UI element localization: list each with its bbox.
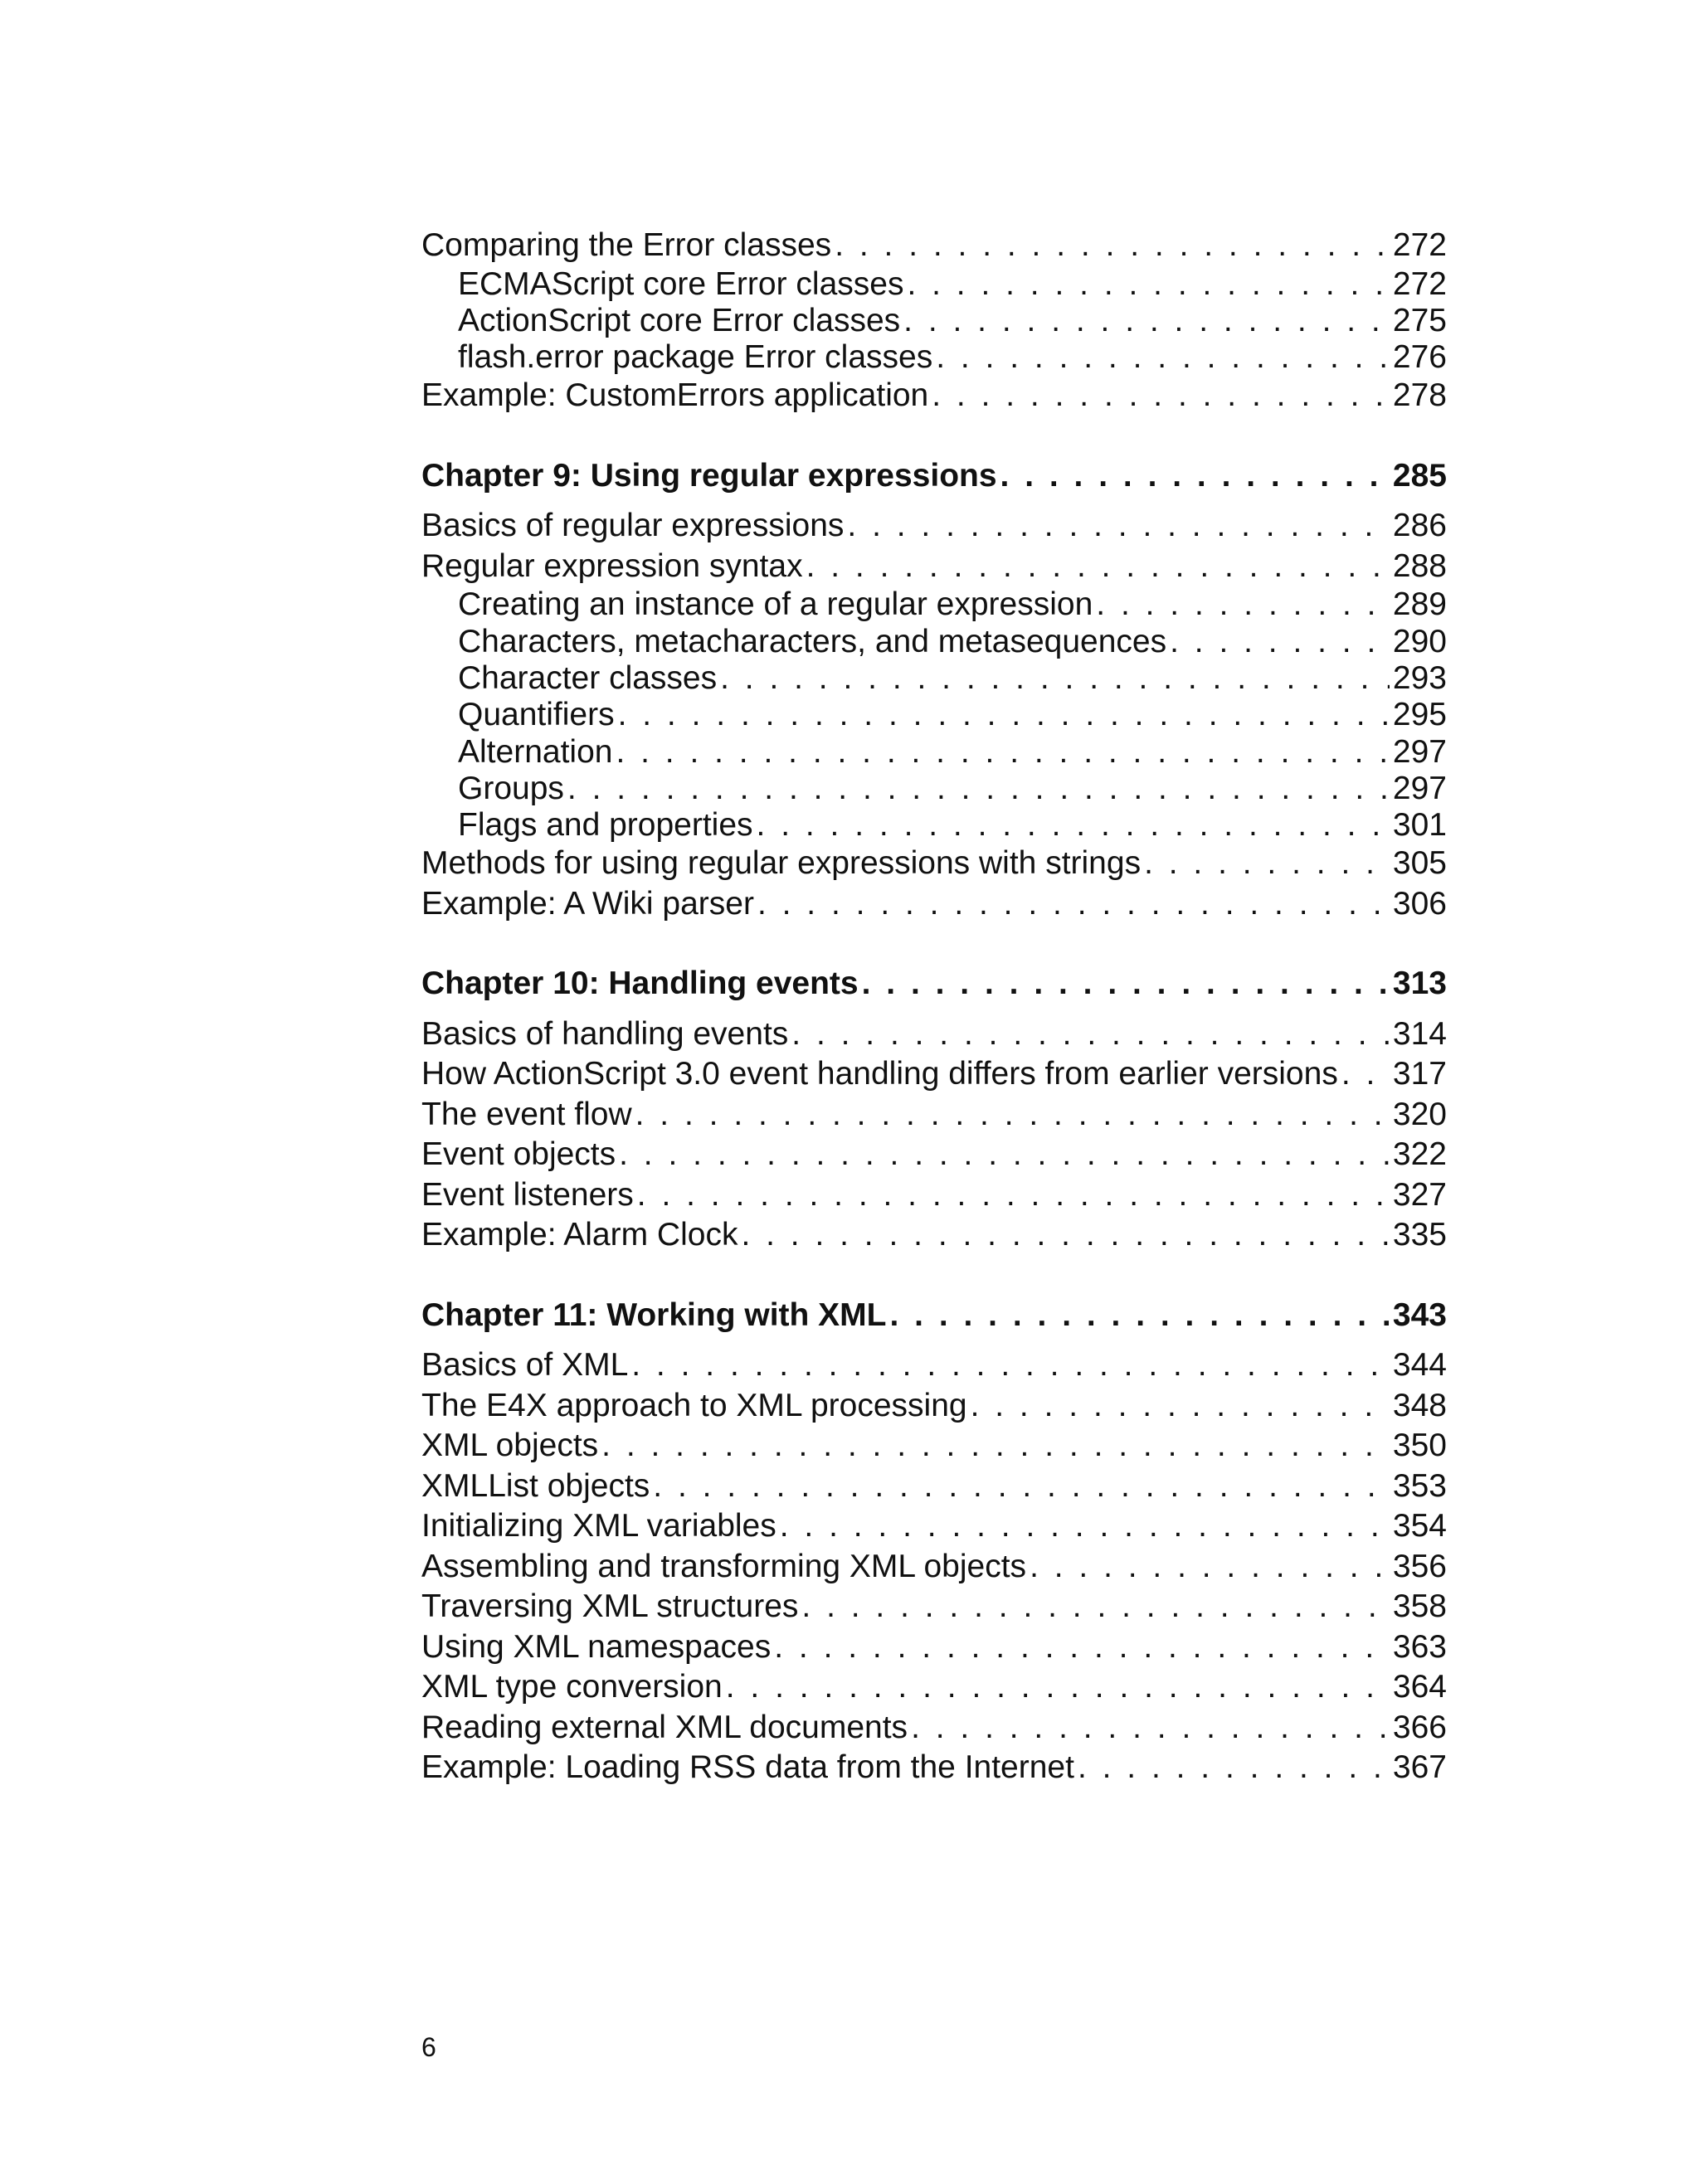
toc-section-entry[interactable] — [421, 884, 1447, 925]
dot-leader — [619, 1135, 1390, 1175]
toc-entry-page: 353 — [1392, 1467, 1447, 1504]
toc-entry-page: 356 — [1392, 1548, 1447, 1584]
toc-entry-page: 314 — [1392, 1015, 1447, 1052]
dot-leader — [567, 771, 1390, 807]
toc-entry-title: Example: Loading RSS data from the Internet — [421, 1749, 1074, 1786]
dot-leader — [801, 1587, 1390, 1627]
toc-section-entry[interactable] — [421, 376, 1447, 416]
toc-entry-page: 285 — [1392, 457, 1447, 494]
toc-entry-page: 297 — [1392, 770, 1447, 806]
toc-section-entry[interactable] — [421, 1345, 1447, 1386]
toc-entry-title: Character classes — [458, 659, 718, 696]
dot-leader — [907, 266, 1389, 303]
toc-entry-page: 272 — [1392, 265, 1447, 302]
dot-leader — [911, 1708, 1390, 1749]
dot-leader — [741, 1215, 1389, 1256]
toc-subsection-entry[interactable] — [421, 771, 1447, 807]
toc-entry-page: 358 — [1392, 1588, 1447, 1625]
toc-section-entry[interactable] — [421, 1054, 1447, 1095]
dot-leader — [616, 734, 1389, 771]
toc-chapter-entry[interactable] — [421, 1296, 1447, 1336]
page-number: 6 — [421, 2032, 436, 2062]
dot-leader — [618, 697, 1390, 733]
toc-section-entry[interactable] — [421, 1506, 1447, 1547]
toc-subsection-entry[interactable] — [421, 697, 1447, 733]
toc-entry-page: 363 — [1392, 1628, 1447, 1665]
toc-entry-title: ActionScript core Error classes — [458, 302, 901, 338]
dot-leader — [847, 506, 1390, 547]
dot-leader — [1170, 624, 1390, 660]
dot-leader — [635, 1095, 1390, 1136]
toc-entry-title: Creating an instance of a regular expression — [458, 586, 1093, 623]
toc-section-entry[interactable] — [421, 1748, 1447, 1788]
toc-entry-title: The event flow — [421, 1096, 632, 1132]
toc-entry-page: 327 — [1392, 1176, 1447, 1213]
toc-entry-title: XML type conversion — [421, 1669, 723, 1705]
toc-subsection-entry[interactable] — [421, 266, 1447, 303]
table-of-contents — [421, 226, 1447, 1788]
toc-entry-page: 288 — [1392, 547, 1447, 584]
dot-leader — [1144, 844, 1390, 884]
toc-entry-page: 272 — [1392, 227, 1447, 263]
toc-entry-page: 335 — [1392, 1217, 1447, 1253]
toc-entry-page: 289 — [1392, 586, 1447, 623]
dot-leader — [1000, 456, 1390, 497]
toc-section-entry[interactable] — [421, 1014, 1447, 1055]
toc-entry-title: Example: A Wiki parser — [421, 885, 754, 922]
toc-entry-title: How ActionScript 3.0 event handling differs from earlier versions — [421, 1056, 1338, 1092]
toc-subsection-entry[interactable] — [421, 339, 1447, 376]
toc-entry-title: flash.error package Error classes — [458, 339, 933, 376]
toc-entry-page: 297 — [1392, 733, 1447, 770]
toc-entry-page: 293 — [1392, 659, 1447, 696]
toc-subsection-entry[interactable] — [421, 807, 1447, 844]
toc-entry-page: 305 — [1392, 845, 1447, 882]
dot-leader — [932, 376, 1390, 416]
toc-subsection-entry[interactable] — [421, 303, 1447, 339]
toc-entry-page: 295 — [1392, 697, 1447, 733]
toc-entry-page: 354 — [1392, 1508, 1447, 1544]
toc-chapter-entry[interactable] — [421, 456, 1447, 497]
toc-section-entry[interactable] — [421, 1708, 1447, 1749]
toc-entry-title: XMLList objects — [421, 1467, 650, 1504]
dot-leader — [971, 1386, 1390, 1427]
dot-leader — [1030, 1547, 1390, 1588]
toc-entry-title: Traversing XML structures — [421, 1588, 799, 1625]
dot-leader — [1096, 586, 1390, 623]
toc-section-entry[interactable] — [421, 226, 1447, 266]
toc-entry-page: 366 — [1392, 1709, 1447, 1745]
toc-entry-title: Quantifiers — [458, 697, 615, 733]
toc-entry-title: Chapter 9: Using regular expressions — [421, 457, 997, 494]
toc-entry-title: Chapter 11: Working with XML — [421, 1296, 887, 1333]
toc-chapter-entry[interactable] — [421, 964, 1447, 1004]
toc-entry-page: 344 — [1392, 1347, 1447, 1384]
toc-entry-title: Chapter 10: Handling events — [421, 966, 859, 1002]
dot-leader — [757, 884, 1390, 925]
toc-entry-title: Event objects — [421, 1136, 616, 1173]
toc-entry-title: Alternation — [458, 733, 613, 770]
toc-entry-title: Example: CustomErrors application — [421, 377, 929, 414]
toc-entry-title: Groups — [458, 770, 564, 806]
toc-entry-title: Basics of XML — [421, 1347, 629, 1384]
toc-entry-page: 350 — [1392, 1428, 1447, 1464]
dot-leader — [653, 1467, 1390, 1507]
toc-entry-page: 275 — [1392, 302, 1447, 338]
toc-entry-title: Event listeners — [421, 1176, 634, 1213]
toc-section-entry[interactable] — [421, 1135, 1447, 1175]
toc-section-entry[interactable] — [421, 1215, 1447, 1256]
toc-entry-title: Characters, metacharacters, and metasequences — [458, 623, 1167, 659]
toc-entry-title: Basics of regular expressions — [421, 508, 845, 544]
toc-entry-page: 278 — [1392, 377, 1447, 414]
toc-entry-title: Reading external XML documents — [421, 1709, 908, 1745]
dot-leader — [757, 807, 1390, 844]
toc-entry-page: 286 — [1392, 508, 1447, 544]
dot-leader — [791, 1014, 1390, 1055]
toc-entry-page: 322 — [1392, 1136, 1447, 1173]
toc-section-entry[interactable] — [421, 1386, 1447, 1427]
toc-entry-title: Basics of handling events — [421, 1015, 789, 1052]
toc-section-entry[interactable] — [421, 1095, 1447, 1136]
toc-entry-title: Flags and properties — [458, 807, 753, 844]
toc-entry-title: Using XML namespaces — [421, 1628, 772, 1665]
dot-leader — [1078, 1748, 1390, 1788]
toc-entry-title: Comparing the Error classes — [421, 227, 832, 263]
toc-entry-title: Example: Alarm Clock — [421, 1217, 738, 1253]
toc-entry-page: 301 — [1392, 807, 1447, 844]
dot-leader — [806, 547, 1390, 587]
toc-section-entry[interactable] — [421, 1627, 1447, 1668]
toc-subsection-entry[interactable] — [421, 624, 1447, 660]
dot-leader — [835, 226, 1390, 266]
dot-leader — [862, 964, 1390, 1004]
toc-entry-page: 313 — [1392, 966, 1447, 1002]
dot-leader — [1341, 1054, 1390, 1095]
toc-entry-title: Methods for using regular expressions with strings — [421, 845, 1142, 882]
toc-entry-page: 367 — [1392, 1749, 1447, 1786]
toc-section-entry[interactable] — [421, 1667, 1447, 1708]
toc-section-entry[interactable] — [421, 1467, 1447, 1507]
toc-entry-title: Regular expression syntax — [421, 547, 803, 584]
toc-entry-page: 364 — [1392, 1669, 1447, 1705]
toc-entry-page: 320 — [1392, 1096, 1447, 1132]
dot-leader — [637, 1175, 1390, 1216]
toc-entry-title: Assembling and transforming XML objects — [421, 1548, 1027, 1584]
dot-leader — [720, 660, 1390, 697]
dot-leader — [631, 1345, 1390, 1386]
toc-entry-title: ECMAScript core Error classes — [458, 265, 904, 302]
toc-entry-title: XML objects — [421, 1428, 599, 1464]
toc-entry-title: Initializing XML variables — [421, 1508, 776, 1544]
dot-leader — [890, 1296, 1390, 1336]
toc-entry-page: 348 — [1392, 1387, 1447, 1423]
toc-section-entry[interactable] — [421, 547, 1447, 587]
toc-section-entry[interactable] — [421, 1547, 1447, 1588]
toc-entry-page: 317 — [1392, 1056, 1447, 1092]
toc-subsection-entry[interactable] — [421, 586, 1447, 623]
dot-leader — [903, 303, 1390, 339]
toc-entry-title: The E4X approach to XML processing — [421, 1387, 967, 1423]
toc-entry-page: 306 — [1392, 885, 1447, 922]
toc-section-entry[interactable] — [421, 1175, 1447, 1216]
dot-leader — [726, 1667, 1390, 1708]
toc-entry-page: 290 — [1392, 623, 1447, 659]
dot-leader — [774, 1627, 1390, 1668]
toc-subsection-entry[interactable] — [421, 660, 1447, 697]
toc-section-entry[interactable] — [421, 506, 1447, 547]
dot-leader — [936, 339, 1390, 376]
toc-section-entry[interactable] — [421, 1426, 1447, 1467]
dot-leader — [780, 1506, 1390, 1547]
toc-subsection-entry[interactable] — [421, 734, 1447, 771]
toc-entry-page: 276 — [1392, 339, 1447, 376]
toc-section-entry[interactable] — [421, 1587, 1447, 1627]
toc-section-entry[interactable] — [421, 844, 1447, 884]
toc-entry-page: 343 — [1392, 1296, 1447, 1333]
dot-leader — [601, 1426, 1390, 1467]
